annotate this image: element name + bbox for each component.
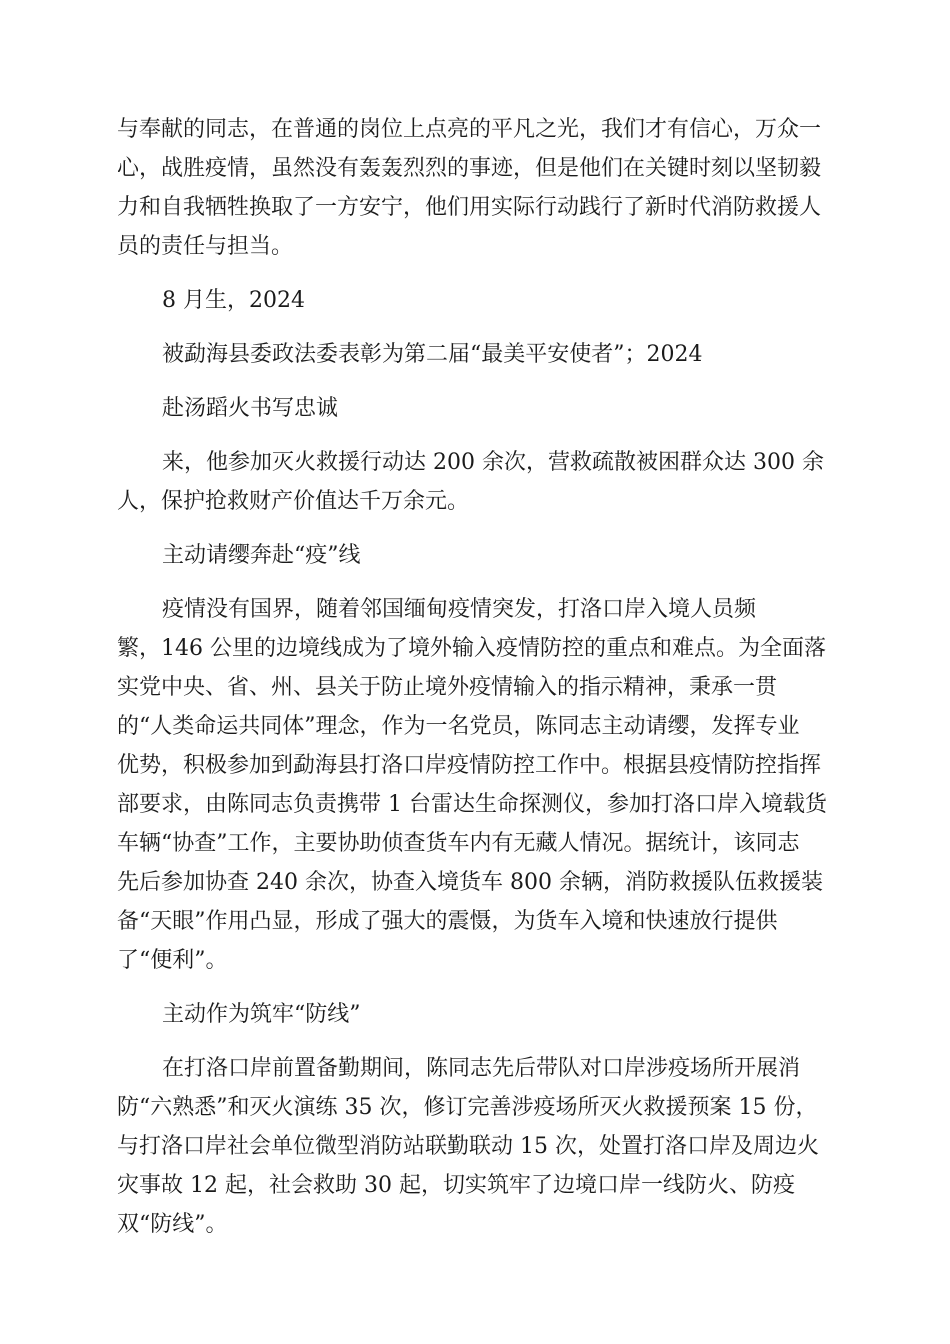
section-heading: 赴汤蹈火书写忠诚	[162, 396, 339, 421]
paragraph-line: 防“六熟悉”和灭火演练 35 次，修订完善涉疫场所灭火救援预案 15 份，	[117, 1095, 818, 1120]
paragraph-line: 优势，积极参加到勐海县打洛口岸疫情防控工作中。根据县疫情防控指挥	[117, 753, 822, 778]
paragraph-line: 了“便利”。	[117, 948, 228, 973]
paragraph-line: 双“防线”。	[117, 1212, 228, 1237]
paragraph-line: 与打洛口岸社会单位微型消防站联勤联动 15 次，处置打洛口岸及周边火	[117, 1134, 819, 1159]
paragraph-line: 在打洛口岸前置备勤期间，陈同志先后带队对口岸涉疫场所开展消	[162, 1056, 801, 1081]
paragraph-line: 来，他参加灭火救援行动达 200 余次，营救疏散被困群众达 300 余	[162, 450, 824, 475]
paragraph-line: 心，战胜疫情，虽然没有轰轰烈烈的事迹，但是他们在关键时刻以坚韧毅	[117, 156, 822, 181]
paragraph-line: 备“天眼”作用凸显，形成了强大的震慑，为货车入境和快速放行提供	[117, 909, 778, 934]
section-heading: 主动请缨奔赴“疫”线	[162, 543, 361, 568]
paragraph-line: 的“人类命运共同体”理念，作为一名党员，陈同志主动请缨，发挥专业	[117, 714, 800, 739]
paragraph-line: 疫情没有国界，随着邻国缅甸疫情突发，打洛口岸入境人员频	[162, 597, 757, 622]
paragraph-line: 繁，146 公里的边境线成为了境外输入疫情防控的重点和难点。为全面落	[117, 636, 826, 661]
paragraph-line: 先后参加协查 240 余次，协查入境货车 800 余辆，消防救援队伍救援装	[117, 870, 823, 895]
paragraph-line: 员的责任与担当。	[117, 234, 294, 259]
paragraph-line: 车辆“协查”工作，主要协助侦查货车内有无藏人情况。据统计，该同志	[117, 831, 800, 856]
paragraph-line: 被勐海县委政法委表彰为第二届“最美平安使者”；2024	[162, 342, 703, 367]
paragraph-line: 力和自我牺牲换取了一方安宁，他们用实际行动践行了新时代消防救援人	[117, 195, 822, 220]
paragraph-line: 部要求，由陈同志负责携带 1 台雷达生命探测仪，参加打洛口岸入境载货	[117, 792, 827, 817]
paragraph-line: 8 月生，2024	[162, 288, 305, 313]
paragraph-line: 与奉献的同志，在普通的岗位上点亮的平凡之光，我们才有信心，万众一	[117, 117, 822, 142]
paragraph-line: 实党中央、省、州、县关于防止境外疫情输入的指示精神，秉承一贯	[117, 675, 778, 700]
section-heading: 主动作为筑牢“防线”	[162, 1002, 361, 1027]
paragraph-line: 人，保护抢救财产价值达千万余元。	[117, 489, 470, 514]
paragraph-line: 灾事故 12 起，社会救助 30 起，切实筑牢了边境口岸一线防火、防疫	[117, 1173, 795, 1198]
